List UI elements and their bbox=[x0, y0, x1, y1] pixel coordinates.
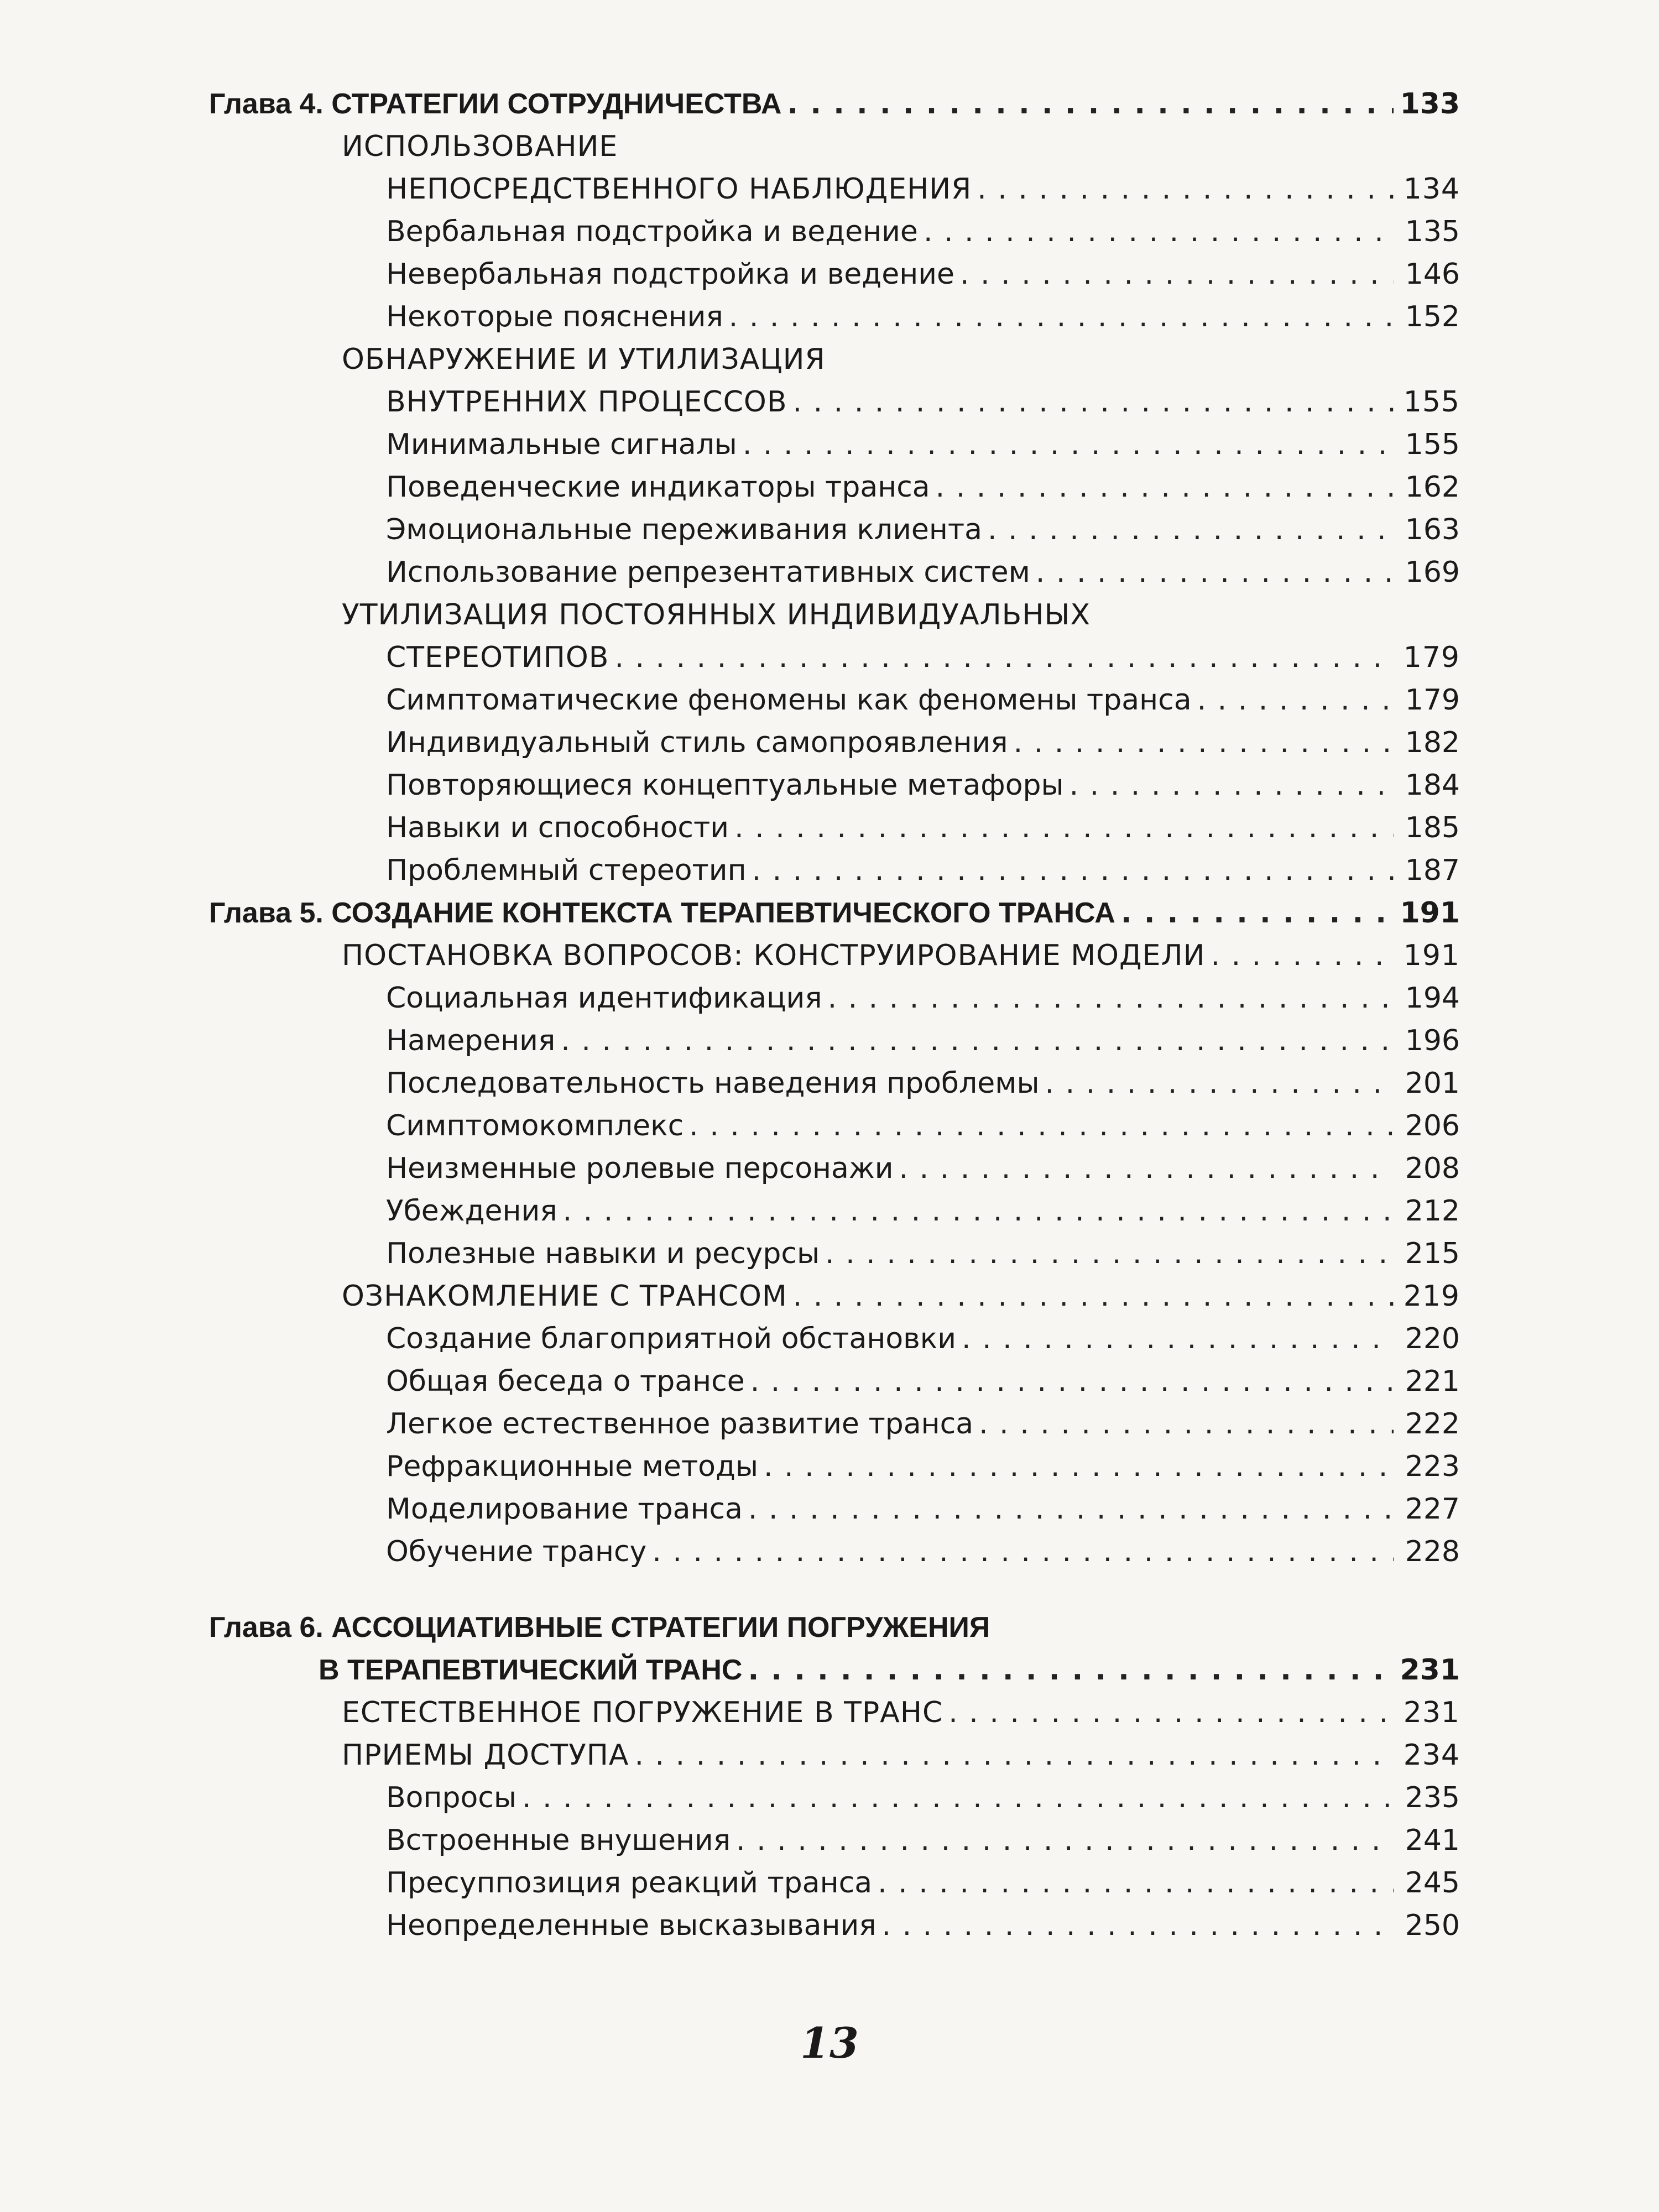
page-number: 235 bbox=[1405, 1781, 1460, 1814]
entry-title: Создание благоприятной обстановки bbox=[386, 1322, 957, 1355]
leader-dots bbox=[561, 1020, 1394, 1062]
page-number: 250 bbox=[1405, 1909, 1460, 1942]
toc-entry bbox=[209, 849, 1460, 892]
page-number: 241 bbox=[1405, 1824, 1460, 1857]
section-entry bbox=[209, 1734, 1460, 1777]
page-number: 208 bbox=[1405, 1152, 1460, 1185]
page-number: 134 bbox=[1403, 173, 1460, 206]
leader-dots bbox=[748, 1488, 1394, 1531]
section-entry bbox=[209, 637, 1460, 679]
leader-dots bbox=[689, 1105, 1394, 1147]
leader-dots bbox=[948, 1692, 1394, 1734]
entry-title: Повторяющиеся концептуальные метафоры bbox=[386, 769, 1064, 802]
leader-dots bbox=[736, 1819, 1394, 1862]
page-number: 135 bbox=[1405, 215, 1460, 248]
page-number: 234 bbox=[1403, 1739, 1460, 1772]
page-number: 146 bbox=[1405, 258, 1460, 291]
section-title: НЕПОСРЕДСТВЕННОГО НАБЛЮДЕНИЯ bbox=[386, 173, 972, 206]
toc-entry bbox=[209, 1777, 1460, 1819]
page-number: 179 bbox=[1403, 641, 1460, 674]
leader-dots bbox=[988, 509, 1394, 551]
leader-dots bbox=[614, 637, 1394, 679]
page-number: 162 bbox=[1405, 471, 1460, 504]
leader-dots bbox=[924, 211, 1394, 253]
page-number: 196 bbox=[1405, 1024, 1460, 1057]
page-number: 219 bbox=[1403, 1280, 1460, 1313]
chapter-6-heading-line: Глава 6. АССОЦИАТИВНЫЕ СТРАТЕГИИ ПОГРУЖЕНИЯ bbox=[209, 1611, 990, 1644]
toc-entry bbox=[209, 1819, 1460, 1862]
toc-entry bbox=[209, 1360, 1460, 1403]
page-number: 155 bbox=[1405, 428, 1460, 461]
toc-entry bbox=[209, 211, 1460, 253]
toc-entry bbox=[209, 764, 1460, 807]
leader-dots bbox=[825, 1233, 1394, 1275]
leader-dots bbox=[729, 296, 1394, 338]
leader-dots bbox=[748, 1649, 1394, 1692]
page-number: 206 bbox=[1405, 1109, 1460, 1142]
toc-entry bbox=[209, 722, 1460, 764]
entry-title: Некоторые пояснения bbox=[386, 300, 723, 333]
page-number: 191 bbox=[1403, 939, 1460, 972]
chapter-title: Глава 5. СОЗДАНИЕ КОНТЕКСТА ТЕРАПЕВТИЧЕСКОГО ТРАНСА bbox=[209, 897, 1115, 929]
toc-entry bbox=[209, 509, 1460, 551]
page-number: 187 bbox=[1405, 854, 1460, 887]
toc-entry bbox=[209, 1233, 1460, 1275]
leader-dots bbox=[734, 807, 1394, 849]
toc-entry bbox=[209, 296, 1460, 338]
entry-title: Поведенческие индикаторы транса bbox=[386, 471, 930, 504]
section-title: ВНУТРЕННИХ ПРОЦЕССОВ bbox=[386, 385, 787, 419]
page-number: 155 bbox=[1403, 385, 1460, 419]
page-number: 133 bbox=[1400, 87, 1460, 121]
entry-title: Симптоматические феномены как феномены транса bbox=[386, 684, 1192, 717]
page-number: 163 bbox=[1405, 513, 1460, 546]
toc-entry bbox=[209, 1488, 1460, 1531]
toc-entry bbox=[209, 1190, 1460, 1233]
entry-title: Минимальные сигналы bbox=[386, 428, 737, 461]
leader-dots bbox=[962, 1318, 1394, 1360]
toc-entry bbox=[209, 977, 1460, 1020]
leader-dots bbox=[563, 1190, 1394, 1233]
entry-title: Симптомокомплекс bbox=[386, 1109, 684, 1142]
page-number: 169 bbox=[1405, 556, 1460, 589]
entry-title: Индивидуальный стиль самопроявления bbox=[386, 726, 1008, 759]
entry-title: Невербальная подстройка и ведение bbox=[386, 258, 954, 291]
entry-title: Легкое естественное развитие транса bbox=[386, 1407, 974, 1441]
section-title: ОЗНАКОМЛЕНИЕ С ТРАНСОМ bbox=[342, 1280, 787, 1313]
toc-entry bbox=[209, 466, 1460, 509]
page-number: 179 bbox=[1405, 684, 1460, 717]
page-number: 227 bbox=[1405, 1493, 1460, 1526]
section-entry bbox=[209, 1275, 1460, 1318]
toc-entry bbox=[209, 1403, 1460, 1446]
page-number: 184 bbox=[1405, 769, 1460, 802]
toc-entry bbox=[209, 807, 1460, 849]
page-number: 220 bbox=[1405, 1322, 1460, 1355]
entry-title: Навыки и способности bbox=[386, 811, 729, 844]
page-number: 212 bbox=[1405, 1194, 1460, 1228]
toc-entry bbox=[209, 679, 1460, 722]
leader-dots bbox=[1197, 679, 1394, 722]
leader-dots bbox=[936, 466, 1394, 509]
page-number: 201 bbox=[1405, 1067, 1460, 1100]
leader-dots bbox=[787, 83, 1394, 126]
leader-dots bbox=[977, 168, 1394, 211]
page-folio: 13 bbox=[800, 2018, 859, 2068]
page-number: 228 bbox=[1405, 1535, 1460, 1568]
entry-title: Неопределенные высказывания bbox=[386, 1909, 877, 1942]
section-entry bbox=[209, 935, 1460, 977]
page-number: 215 bbox=[1405, 1237, 1460, 1270]
toc-entry bbox=[209, 1020, 1460, 1062]
spacer bbox=[209, 1573, 1460, 1606]
page-number: 185 bbox=[1405, 811, 1460, 844]
leader-dots bbox=[1121, 892, 1394, 935]
table-of-contents bbox=[209, 83, 1460, 1947]
toc-entry bbox=[209, 1318, 1460, 1360]
leader-dots bbox=[899, 1147, 1394, 1190]
page-number: 182 bbox=[1405, 726, 1460, 759]
entry-title: Намерения bbox=[386, 1024, 556, 1057]
toc-entry bbox=[209, 1105, 1460, 1147]
section-title: ЕСТЕСТВЕННОЕ ПОГРУЖЕНИЕ В ТРАНС bbox=[342, 1696, 943, 1729]
leader-dots bbox=[634, 1734, 1394, 1777]
entry-title: Вербальная подстройка и ведение bbox=[386, 215, 918, 248]
page-number: 231 bbox=[1403, 1696, 1460, 1729]
toc-entry bbox=[209, 551, 1460, 594]
leader-dots bbox=[752, 849, 1394, 892]
leader-dots bbox=[743, 424, 1394, 466]
toc-entry bbox=[209, 1862, 1460, 1905]
leader-dots bbox=[828, 977, 1394, 1020]
chapter-5-heading bbox=[209, 892, 1460, 935]
toc-entry bbox=[209, 1062, 1460, 1105]
toc-entry bbox=[209, 1147, 1460, 1190]
chapter-title: В ТЕРАПЕВТИЧЕСКИЙ ТРАНС bbox=[319, 1654, 743, 1686]
section-entry bbox=[209, 168, 1460, 211]
page-number: 223 bbox=[1405, 1450, 1460, 1483]
section-title: ПРИЕМЫ ДОСТУПА bbox=[342, 1739, 629, 1772]
section-title: СТЕРЕОТИПОВ bbox=[386, 641, 609, 674]
section-entry bbox=[209, 381, 1460, 424]
page-number: 191 bbox=[1400, 896, 1460, 930]
toc-entry bbox=[209, 1446, 1460, 1488]
toc-entry bbox=[209, 253, 1460, 296]
entry-title: Социальная идентификация bbox=[386, 982, 822, 1015]
toc-entry bbox=[209, 1905, 1460, 1947]
section-entry bbox=[209, 1692, 1460, 1734]
entry-title: Эмоциональные переживания клиента bbox=[386, 513, 983, 546]
entry-title: Встроенные внушения bbox=[386, 1824, 731, 1857]
leader-dots bbox=[1014, 722, 1394, 764]
entry-title: Рефракционные методы bbox=[386, 1450, 759, 1483]
leader-dots bbox=[882, 1905, 1394, 1947]
page-number: 152 bbox=[1405, 300, 1460, 333]
chapter-4-heading bbox=[209, 83, 1460, 126]
leader-dots bbox=[1036, 551, 1394, 594]
page-number: 231 bbox=[1400, 1653, 1460, 1687]
entry-title: Проблемный стереотип bbox=[386, 854, 747, 887]
entry-title: Использование репрезентативных систем bbox=[386, 556, 1030, 589]
page-number: 221 bbox=[1405, 1365, 1460, 1398]
leader-dots bbox=[793, 381, 1394, 424]
section-title-line: УТИЛИЗАЦИЯ ПОСТОЯННЫХ ИНДИВИДУАЛЬНЫХ bbox=[342, 598, 1091, 632]
leader-dots bbox=[793, 1275, 1394, 1318]
leader-dots bbox=[764, 1446, 1394, 1488]
page-number: 194 bbox=[1405, 982, 1460, 1015]
section-title-line: ИСПОЛЬЗОВАНИЕ bbox=[342, 130, 618, 163]
entry-title: Обучение трансу bbox=[386, 1535, 647, 1568]
entry-title: Моделирование транса bbox=[386, 1493, 743, 1526]
section-title-line: ОБНАРУЖЕНИЕ И УТИЛИЗАЦИЯ bbox=[342, 343, 826, 376]
entry-title: Последовательность наведения проблемы bbox=[386, 1067, 1040, 1100]
leader-dots bbox=[960, 253, 1394, 296]
leader-dots bbox=[652, 1531, 1394, 1573]
leader-dots bbox=[522, 1777, 1394, 1819]
entry-title: Убеждения bbox=[386, 1194, 557, 1228]
leader-dots bbox=[979, 1403, 1394, 1446]
leader-dots bbox=[750, 1360, 1394, 1403]
entry-title: Общая беседа о трансе bbox=[386, 1365, 745, 1398]
leader-dots bbox=[1070, 764, 1394, 807]
page-number: 222 bbox=[1405, 1407, 1460, 1441]
entry-title: Неизменные ролевые персонажи bbox=[386, 1152, 894, 1185]
chapter-6-heading bbox=[209, 1649, 1460, 1692]
entry-title: Пресуппозиция реакций транса bbox=[386, 1866, 873, 1900]
toc-entry bbox=[209, 424, 1460, 466]
chapter-title: Глава 4. СТРАТЕГИИ СОТРУДНИЧЕСТВА bbox=[209, 88, 782, 120]
toc-entry bbox=[209, 1531, 1460, 1573]
leader-dots bbox=[1045, 1062, 1394, 1105]
page-number: 245 bbox=[1405, 1866, 1460, 1900]
section-title: ПОСТАНОВКА ВОПРОСОВ: КОНСТРУИРОВАНИЕ МОДЕЛИ bbox=[342, 939, 1206, 972]
entry-title: Полезные навыки и ресурсы bbox=[386, 1237, 820, 1270]
leader-dots bbox=[878, 1862, 1394, 1905]
leader-dots bbox=[1211, 935, 1394, 977]
entry-title: Вопросы bbox=[386, 1781, 517, 1814]
